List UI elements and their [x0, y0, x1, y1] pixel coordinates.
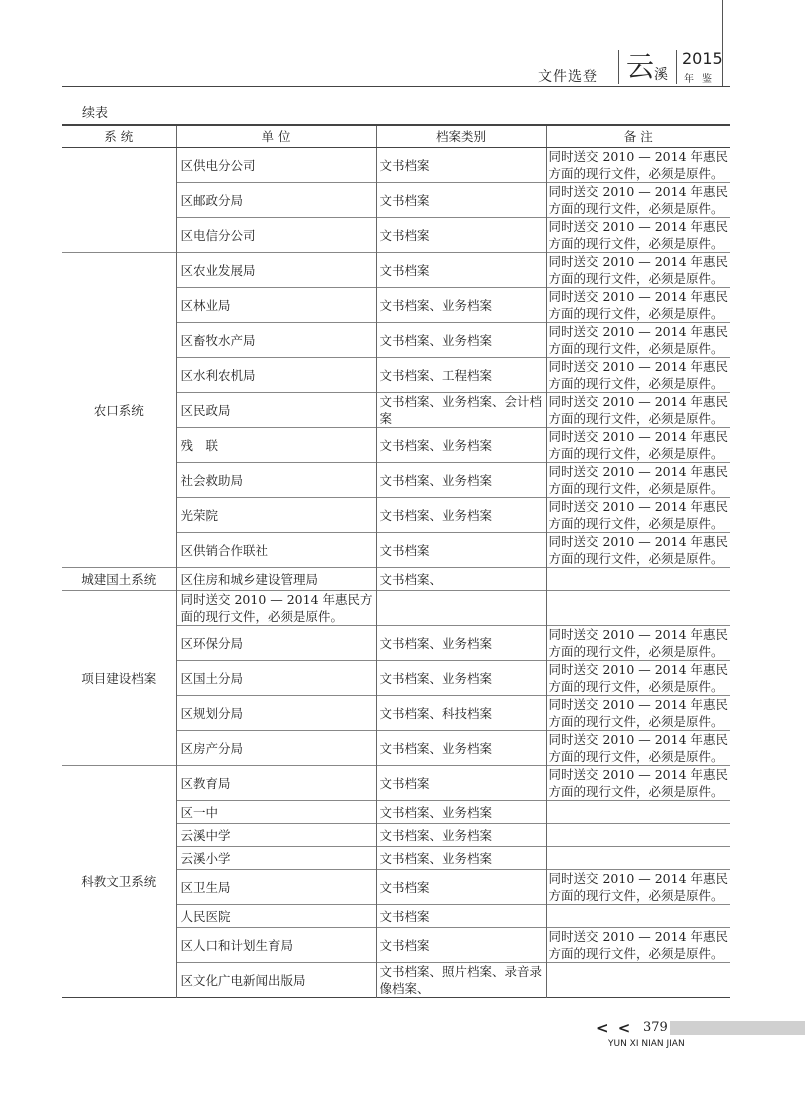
unit-cell: 区林业局: [176, 288, 376, 323]
table-row: [62, 591, 730, 626]
note-cell: [546, 568, 730, 591]
category-cell: 文书档案: [376, 905, 546, 928]
note-cell: 同时送交 2010 — 2014 年惠民方面的现行文件，必须是原件。: [546, 358, 730, 393]
category-cell: 文书档案: [376, 928, 546, 963]
category-cell: 文书档案、业务档案、会计档案: [376, 393, 546, 428]
category-cell: 文书档案、业务档案: [376, 801, 546, 824]
note-cell: 同时送交 2010 — 2014 年惠民方面的现行文件，必须是原件。: [546, 428, 730, 463]
category-cell: 文书档案、业务档案: [376, 626, 546, 661]
unit-cell: 区教育局: [176, 766, 376, 801]
unit-cell: 区供销合作联社: [176, 533, 376, 568]
unit-cell: 区住房和城乡建设管理局: [176, 568, 376, 591]
category-cell: 文书档案: [376, 148, 546, 183]
note-cell: 同时送交 2010 — 2014 年惠民方面的现行文件，必须是原件。: [546, 148, 730, 183]
page-number: 379: [643, 1020, 668, 1035]
note-cell: [546, 801, 730, 824]
category-cell: 文书档案、业务档案: [376, 661, 546, 696]
system-cell: [62, 148, 176, 253]
table-row: [62, 148, 730, 183]
logo-big-char: 云: [626, 50, 655, 83]
unit-cell: 区供电分公司: [176, 148, 376, 183]
header-system: 系 统: [62, 125, 176, 148]
note-cell: 同时送交 2010 — 2014 年惠民方面的现行文件，必须是原件。: [546, 696, 730, 731]
unit-cell: 区一中: [176, 801, 376, 824]
logo-small-char: 溪: [654, 67, 668, 83]
category-cell: 文书档案、业务档案: [376, 323, 546, 358]
unit-cell: 人民医院: [176, 905, 376, 928]
note-cell: 同时送交 2010 — 2014 年惠民方面的现行文件，必须是原件。: [546, 533, 730, 568]
header-vertical-rule: [722, 0, 723, 86]
header-note: 备 注: [546, 125, 730, 148]
unit-cell: 区国土分局: [176, 661, 376, 696]
unit-cell: 区民政局: [176, 393, 376, 428]
category-cell: 文书档案、业务档案: [376, 498, 546, 533]
category-cell: 文书档案: [376, 183, 546, 218]
note-cell: [546, 847, 730, 870]
yearbook-label: 年鉴: [684, 74, 720, 85]
category-cell: 文书档案、业务档案: [376, 824, 546, 847]
category-cell: 文书档案、工程档案: [376, 358, 546, 393]
category-cell: 文书档案、业务档案: [376, 428, 546, 463]
category-cell: 文书档案: [376, 766, 546, 801]
category-cell: [376, 591, 546, 626]
yearbook-year: 2015: [682, 49, 723, 68]
note-cell: 同时送交 2010 — 2014 年惠民方面的现行文件，必须是原件。: [546, 218, 730, 253]
unit-cell: 区文化广电新闻出版局: [176, 963, 376, 998]
archive-table: [62, 124, 730, 998]
section-title: 文件选登: [538, 69, 598, 85]
header-rule: [62, 86, 730, 87]
note-cell: 同时送交 2010 — 2014 年惠民方面的现行文件，必须是原件。: [546, 766, 730, 801]
unit-cell: 社会救助局: [176, 463, 376, 498]
category-cell: 文书档案、: [376, 568, 546, 591]
category-cell: 文书档案、业务档案: [376, 288, 546, 323]
unit-cell: 区规划分局: [176, 696, 376, 731]
note-cell: 同时送交 2010 — 2014 年惠民方面的现行文件，必须是原件。: [546, 661, 730, 696]
category-cell: 文书档案: [376, 253, 546, 288]
note-cell: 同时送交 2010 — 2014 年惠民方面的现行文件，必须是原件。: [546, 731, 730, 766]
note-cell: 同时送交 2010 — 2014 年惠民方面的现行文件，必须是原件。: [546, 626, 730, 661]
unit-cell: 区畜牧水产局: [176, 323, 376, 358]
note-cell: 同时送交 2010 — 2014 年惠民方面的现行文件，必须是原件。: [546, 183, 730, 218]
note-cell: 同时送交 2010 — 2014 年惠民方面的现行文件，必须是原件。: [546, 253, 730, 288]
logo-divider-right: [676, 50, 677, 84]
note-cell: [546, 591, 730, 626]
header-category: 档案类别: [376, 125, 546, 148]
table-header-row: [62, 125, 730, 148]
unit-cell: 区水利农机局: [176, 358, 376, 393]
note-cell: 同时送交 2010 — 2014 年惠民方面的现行文件，必须是原件。: [546, 323, 730, 358]
table-row: [62, 766, 730, 801]
note-cell: [546, 963, 730, 998]
note-cell: [546, 824, 730, 847]
unit-cell: 区电信分公司: [176, 218, 376, 253]
category-cell: 文书档案、业务档案: [376, 463, 546, 498]
unit-cell: 残 联: [176, 428, 376, 463]
table-row: [62, 253, 730, 288]
header-unit: 单 位: [176, 125, 376, 148]
category-cell: 文书档案、科技档案: [376, 696, 546, 731]
note-cell: 同时送交 2010 — 2014 年惠民方面的现行文件，必须是原件。: [546, 393, 730, 428]
category-cell: 文书档案: [376, 218, 546, 253]
page-arrows: < <: [596, 1019, 633, 1037]
logo-divider-left: [618, 50, 619, 84]
note-cell: 同时送交 2010 — 2014 年惠民方面的现行文件，必须是原件。: [546, 463, 730, 498]
unit-cell: 区房产分局: [176, 731, 376, 766]
category-cell: 文书档案、业务档案: [376, 847, 546, 870]
category-cell: 文书档案、照片档案、录音录像档案、: [376, 963, 546, 998]
note-cell: [546, 905, 730, 928]
note-cell: 同时送交 2010 — 2014 年惠民方面的现行文件，必须是原件。: [546, 870, 730, 905]
unit-cell: 区农业发展局: [176, 253, 376, 288]
unit-cell: 区人口和计划生育局: [176, 928, 376, 963]
continued-label: 续表: [82, 106, 109, 121]
unit-cell: 区环保分局: [176, 626, 376, 661]
unit-cell: 云溪中学: [176, 824, 376, 847]
table-body: [62, 148, 730, 998]
unit-cell: 区卫生局: [176, 870, 376, 905]
category-cell: 文书档案: [376, 870, 546, 905]
note-cell: 同时送交 2010 — 2014 年惠民方面的现行文件，必须是原件。: [546, 498, 730, 533]
system-cell: 农口系统: [93, 402, 144, 418]
system-cell: 项目建设档案: [81, 670, 157, 686]
system-cell: 科教文卫系统: [81, 874, 157, 889]
system-cell: 城建国土系统: [81, 571, 157, 587]
category-cell: 文书档案: [376, 533, 546, 568]
unit-cell: 同时送交 2010 — 2014 年惠民方面的现行文件，必须是原件。: [176, 591, 376, 626]
category-cell: 文书档案、业务档案: [376, 731, 546, 766]
note-cell: 同时送交 2010 — 2014 年惠民方面的现行文件，必须是原件。: [546, 928, 730, 963]
unit-cell: 区邮政分局: [176, 183, 376, 218]
unit-cell: 光荣院: [176, 498, 376, 533]
yearbook-pinyin: YUN XI NIAN JIAN: [608, 1039, 685, 1049]
note-cell: 同时送交 2010 — 2014 年惠民方面的现行文件，必须是原件。: [546, 288, 730, 323]
table-row: [62, 568, 730, 591]
unit-cell: 云溪小学: [176, 847, 376, 870]
footer-band: [670, 1021, 805, 1035]
